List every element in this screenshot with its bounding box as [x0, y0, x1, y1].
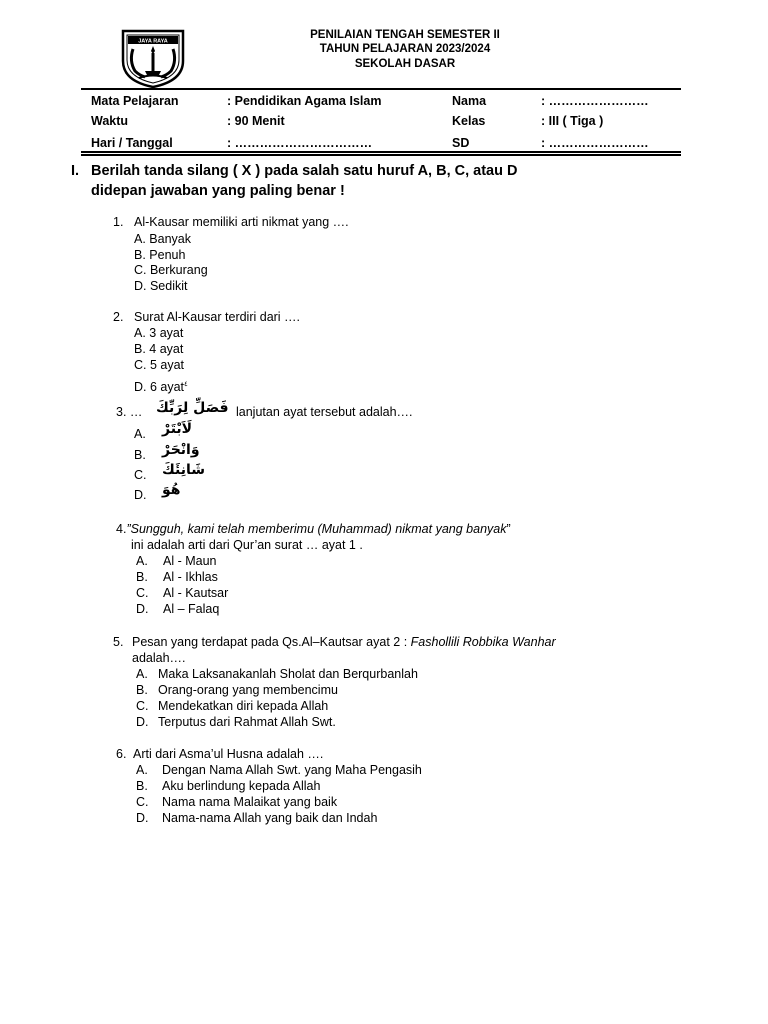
- option-d[interactable]: [136, 602, 220, 617]
- option-c[interactable]: C. 5 ayat: [134, 358, 185, 372]
- instruction-line-2: didepan jawaban yang paling benar !: [91, 183, 345, 199]
- question-text: Al-Kausar memiliki arti nikmat yang ….: [134, 215, 349, 229]
- option-letter: C.: [136, 795, 149, 809]
- question-number: 2.: [113, 310, 124, 324]
- jakarta-emblem-logo: [119, 27, 187, 89]
- option-a[interactable]: A. 3 ayat: [134, 326, 184, 340]
- quote-close: ”: [506, 522, 511, 536]
- date-field[interactable]: : ……………………………: [227, 136, 373, 150]
- option-c[interactable]: [136, 795, 338, 810]
- arabic-verse: فَصَلِّ لِرَبِّكَ: [156, 400, 229, 416]
- option-d[interactable]: [134, 377, 188, 395]
- option-letter: A.: [136, 554, 148, 568]
- option-c[interactable]: [136, 586, 229, 601]
- option-text: Al - Ikhlas: [163, 570, 218, 584]
- quote-text: ”Sungguh, kami telah memberimu (Muhammad) nikmat yang banyak: [126, 522, 507, 536]
- option-a[interactable]: A. Banyak: [134, 232, 191, 246]
- option-letter: B.: [136, 683, 148, 697]
- option-letter: B.: [136, 570, 148, 584]
- question-text-italic: Fashollili Robbika Wanhar: [410, 635, 556, 649]
- question-4: [116, 522, 511, 537]
- divider-bottom-2: [81, 154, 681, 156]
- info-value: : 90 Menit: [227, 114, 285, 128]
- option-text: Nama-nama Allah yang baik dan Indah: [162, 811, 378, 825]
- section-number: I.: [71, 163, 80, 179]
- academic-year: TAHUN PELAJARAN 2023/2024: [319, 43, 491, 55]
- arabic-option: هُوَ: [162, 482, 181, 498]
- logo-text: JAYA RAYA: [138, 38, 168, 45]
- option-b[interactable]: B. 4 ayat: [134, 342, 184, 356]
- info-label: Kelas: [452, 114, 486, 128]
- info-row-subject: [91, 94, 681, 114]
- question-number: 3. …: [116, 405, 143, 419]
- option-d[interactable]: [136, 811, 378, 826]
- info-value: : III ( Tiga ): [541, 114, 604, 128]
- option-letter: D.: [136, 811, 149, 825]
- question-1: [113, 215, 349, 230]
- question-3: [116, 400, 413, 420]
- option-text: Nama nama Malaikat yang baik: [162, 795, 338, 809]
- question-text: Surat Al-Kausar terdiri dari ….: [134, 310, 301, 324]
- option-text: Orang-orang yang membencimu: [158, 683, 338, 697]
- option-text: Aku berlindung kepada Allah: [162, 779, 321, 793]
- option-letter: D.: [136, 602, 149, 616]
- option-a[interactable]: [136, 667, 418, 682]
- option-c[interactable]: C. Berkurang: [134, 263, 208, 277]
- option-letter: A.: [134, 427, 146, 441]
- info-label: Waktu: [91, 114, 129, 128]
- question-6: [116, 747, 324, 762]
- option-letter: C.: [136, 699, 149, 713]
- option-letter: C.: [136, 586, 149, 600]
- option-text: Dengan Nama Allah Swt. yang Maha Pengasih: [162, 763, 422, 777]
- question-text: Pesan yang terdapat pada Qs.Al–Kautsar ayat 2 :: [132, 635, 411, 649]
- option-b[interactable]: [136, 779, 321, 794]
- arabic-option: شَانِئَكَ: [162, 462, 206, 478]
- option-d[interactable]: [134, 482, 181, 503]
- instruction-line-1: Berilah tanda silang ( X ) pada salah satu huruf A, B, C, atau D: [91, 163, 518, 179]
- option-letter: B.: [136, 779, 148, 793]
- question-text: lanjutan ayat tersebut adalah….: [236, 405, 413, 419]
- option-letter: A.: [136, 763, 148, 777]
- option-letter: C.: [134, 468, 147, 482]
- option-text: Al - Kautsar: [163, 586, 229, 600]
- option-text: Al – Falaq: [163, 602, 220, 616]
- question-text: Arti dari Asma’ul Husna adalah ….: [133, 747, 324, 761]
- name-field[interactable]: : ……………………: [541, 94, 649, 108]
- question-5-line-2: adalah….: [132, 651, 186, 665]
- option-a[interactable]: [136, 763, 422, 778]
- arabic-option: وَانْحَرْ: [162, 442, 200, 458]
- option-text: Maka Laksanakanlah Sholat dan Berqurbanlah: [158, 667, 418, 681]
- option-a[interactable]: [136, 554, 217, 569]
- option-b[interactable]: [134, 442, 200, 463]
- option-letter: A.: [136, 667, 148, 681]
- option-b[interactable]: [136, 570, 218, 585]
- option-d[interactable]: D. Sedikit: [134, 279, 188, 293]
- option-text: Mendekatkan diri kepada Allah: [158, 699, 329, 713]
- option-d-mark: ٤: [184, 381, 188, 388]
- divider-bottom-1: [81, 151, 681, 153]
- info-label: Hari / Tanggal: [91, 136, 173, 150]
- option-d[interactable]: [136, 715, 336, 730]
- info-value: : Pendidikan Agama Islam: [227, 94, 382, 108]
- option-b[interactable]: [136, 683, 338, 698]
- info-label: Mata Pelajaran: [91, 94, 179, 108]
- option-text: Terputus dari Rahmat Allah Swt.: [158, 715, 336, 729]
- info-label: SD: [452, 136, 470, 150]
- question-number: 6.: [116, 747, 127, 761]
- school-level: SEKOLAH DASAR: [354, 58, 456, 70]
- arabic-option: لَاَبْتَرْ: [162, 421, 193, 437]
- question-5: [113, 635, 556, 650]
- info-label: Nama: [452, 94, 487, 108]
- info-row-date: [91, 136, 681, 156]
- exam-title: PENILAIAN TENGAH SEMESTER II: [310, 29, 500, 41]
- question-number: 4.: [116, 522, 127, 536]
- question-4-line-2: ini adalah arti dari Qur’an surat … ayat 1 .: [131, 538, 363, 552]
- info-row-time: [91, 114, 681, 134]
- option-c[interactable]: [134, 462, 206, 483]
- option-a[interactable]: [134, 421, 193, 442]
- option-d-text: D. 6 ayat: [134, 380, 185, 395]
- question-number: 5.: [113, 635, 124, 649]
- divider-top: [81, 88, 681, 90]
- option-letter: D.: [136, 715, 149, 729]
- option-b[interactable]: B. Penuh: [134, 248, 186, 262]
- question-2: [113, 310, 301, 325]
- option-text: Al - Maun: [163, 554, 217, 568]
- option-letter: B.: [134, 448, 146, 462]
- school-field[interactable]: : ……………………: [541, 136, 649, 150]
- question-number: 1.: [113, 215, 124, 229]
- option-letter: D.: [134, 488, 147, 502]
- option-c[interactable]: [136, 699, 329, 714]
